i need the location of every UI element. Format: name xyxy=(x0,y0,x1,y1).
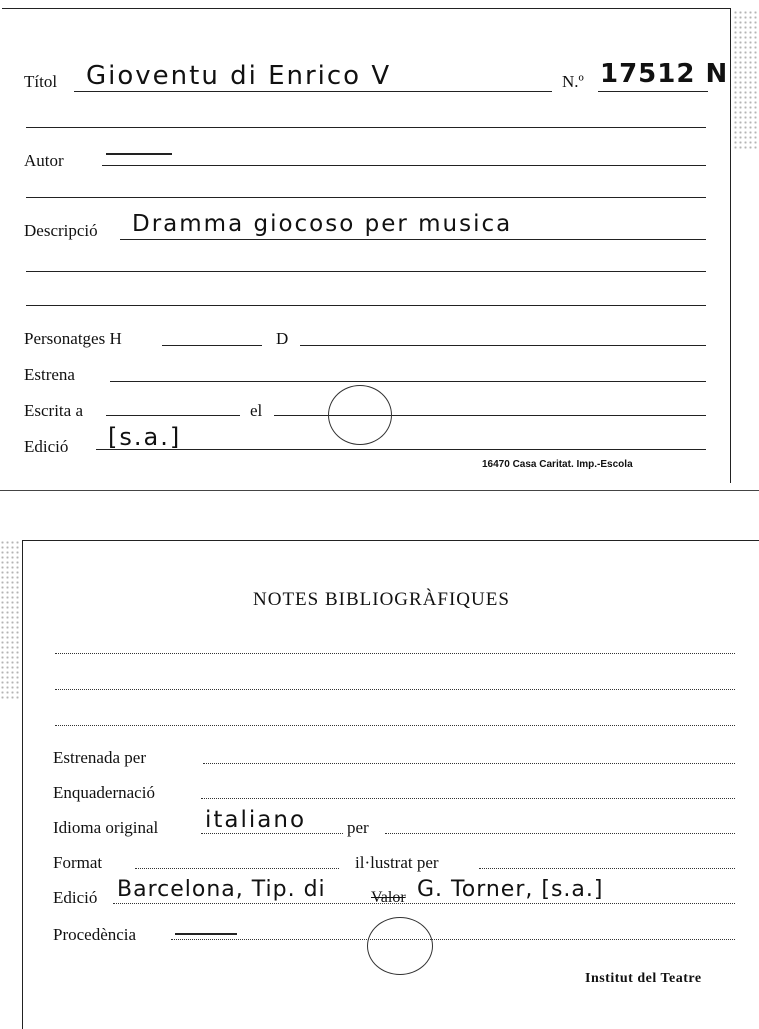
scan-noise-left xyxy=(0,540,20,700)
estrena-label: Estrena xyxy=(24,365,75,384)
personatges-d-rule xyxy=(300,345,706,346)
stamp-circle-front xyxy=(328,385,392,445)
procedencia-line xyxy=(171,939,735,940)
edicio-value-back-part2: G. Torner, [s.a.] xyxy=(417,877,604,902)
autor-label: Autor xyxy=(24,151,64,170)
number-rule xyxy=(598,91,708,92)
format-line xyxy=(135,868,339,869)
procedencia-handwritten-dash xyxy=(175,933,237,935)
blank-rule-3 xyxy=(26,271,706,272)
number-value: 17512 N xyxy=(600,59,729,89)
institution-footer: Institut del Teatre xyxy=(585,971,702,986)
titol-value: Gioventu di Enrico V xyxy=(86,61,392,91)
titol-rule xyxy=(74,91,552,92)
procedencia-label: Procedència xyxy=(53,925,137,944)
edicio-label-back: Edició xyxy=(53,888,98,907)
descripcio-value: Dramma giocoso per musica xyxy=(132,211,513,237)
edicio-value-back-part1: Barcelona, Tip. di xyxy=(117,877,326,902)
edicio-struck-word: Valor xyxy=(371,889,406,906)
edicio-value-front: [s.a.] xyxy=(108,423,182,451)
edicio-rule-front xyxy=(96,449,706,450)
blank-rule-4 xyxy=(26,305,706,306)
illustrat-label: il·lustrat per xyxy=(355,853,439,872)
enquadernacio-line xyxy=(201,798,735,799)
catalog-card-back xyxy=(22,540,759,1029)
descripcio-rule xyxy=(120,239,706,240)
notes-line-3 xyxy=(55,725,735,726)
el-label: el xyxy=(250,401,263,420)
blank-rule-2 xyxy=(26,197,706,198)
idioma-label: Idioma original xyxy=(53,818,159,837)
estrenada-label: Estrenada per xyxy=(53,748,146,767)
titol-label: Títol xyxy=(24,72,58,91)
format-label: Format xyxy=(53,853,103,872)
estrena-rule xyxy=(110,381,706,382)
enquadernacio-label: Enquadernació xyxy=(53,783,155,802)
escrita-label: Escrita a xyxy=(24,401,83,420)
personatges-label: Personatges H xyxy=(24,329,122,348)
card-separator xyxy=(0,490,759,491)
notes-heading: NOTES BIBLIOGRÀFIQUES xyxy=(253,589,510,610)
notes-line-2 xyxy=(55,689,735,690)
number-label: N.º xyxy=(562,72,584,91)
personatges-h-rule xyxy=(162,345,262,346)
catalog-card-front xyxy=(2,8,731,483)
escrita-rule xyxy=(106,415,240,416)
printer-imprint: 16470 Casa Caritat. Imp.-Escola xyxy=(482,459,633,470)
autor-rule xyxy=(102,165,706,166)
personatges-d-label: D xyxy=(276,329,289,348)
estrenada-line xyxy=(203,763,735,764)
idioma-line xyxy=(201,833,343,834)
descripcio-label: Descripció xyxy=(24,221,98,240)
edicio-line-back xyxy=(113,903,735,904)
per-line xyxy=(385,833,735,834)
notes-line-1 xyxy=(55,653,735,654)
stamp-circle-back xyxy=(367,917,433,975)
edicio-label-front: Edició xyxy=(24,437,69,456)
illustrat-line xyxy=(479,868,735,869)
per-label: per xyxy=(347,818,369,837)
blank-rule-1 xyxy=(26,127,706,128)
autor-handwritten-dash xyxy=(106,153,172,155)
scan-noise-top-right xyxy=(733,10,757,150)
idioma-value: italiano xyxy=(205,807,307,833)
